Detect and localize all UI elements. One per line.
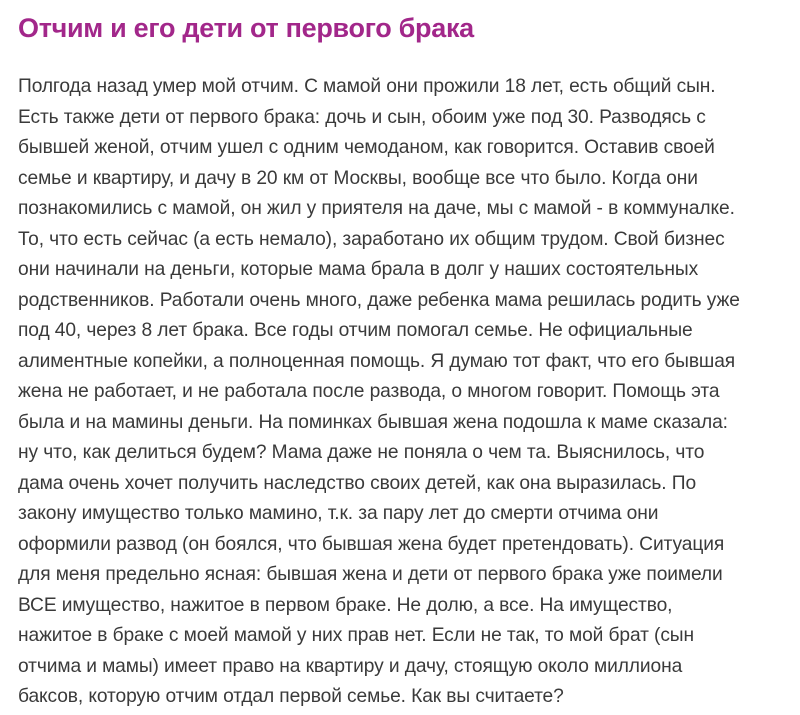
body-line: была и на мамины деньги. На поминках бывшая жена подошла к маме сказала: [18,411,728,433]
article-title: Отчим и его дети от первого брака [18,13,474,43]
body-line: То, что есть сейчас (а есть немало), заработано их общим трудом. Свой бизнес [18,228,725,250]
body-line: бывшей женой, отчим ушел с одним чемоданом, как говорится. Оставив своей [18,137,715,158]
body-line: Полгода назад умер мой отчим. С мамой они прожили 18 лет, есть общий сын. [18,76,716,97]
body-line: отчима и мамы) имеет право на квартиру и дачу, стоящую около миллиона [18,655,683,677]
body-line: для меня предельно ясная: бывшая жена и дети от первого брака уже поимели [18,564,723,585]
article-body [18,72,788,713]
body-line: оформили развод (он боялся, что бывшая жена будет претендовать). Ситуация [18,533,725,555]
body-line: ВСЕ имущество, нажитое в первом браке. Не долю, а все. На имущество, [18,594,673,616]
body-line: семье и квартиру, и дачу в 20 км от Москвы, вообще все что было. Когда они [18,167,698,189]
body-line: баксов, которую отчим отдал первой семье. Как вы считаете? [18,686,564,707]
body-line: закону имущество только мамино, т.к. за пару лет до смерти отчима они [18,503,659,524]
body-line: родственников. Работали очень много, даже ребенка мама решилась родить уже [18,289,740,311]
body-line: алиментные копейки, а полноценная помощь. Я думаю тот факт, что его бывшая [18,350,736,372]
body-line: нажитое в браке с моей мамой у них прав нет. Если не так, то мой брат (сын [18,625,694,646]
body-line: познакомились с мамой, он жил у приятеля на даче, мы с мамой - в коммуналке. [18,198,735,219]
body-line: жена не работает, и не работала после развода, о многом говорит. Помощь эта [18,381,720,402]
body-line: дама очень хочет получить наследство своих детей, как она выразилась. По [18,472,697,494]
body-line: под 40, через 8 лет брака. Все годы отчим помогал семье. Не официальные [18,320,693,341]
article [18,0,788,713]
body-line: ну что, как делиться будем? Мама даже не поняла о чем та. Выяснилось, что [18,442,705,463]
body-line: Есть также дети от первого брака: дочь и сын, обоим уже под 30. Разводясь с [18,106,706,128]
body-line: они начинали на деньги, которые мама брала в долг у наших состоятельных [18,259,699,280]
